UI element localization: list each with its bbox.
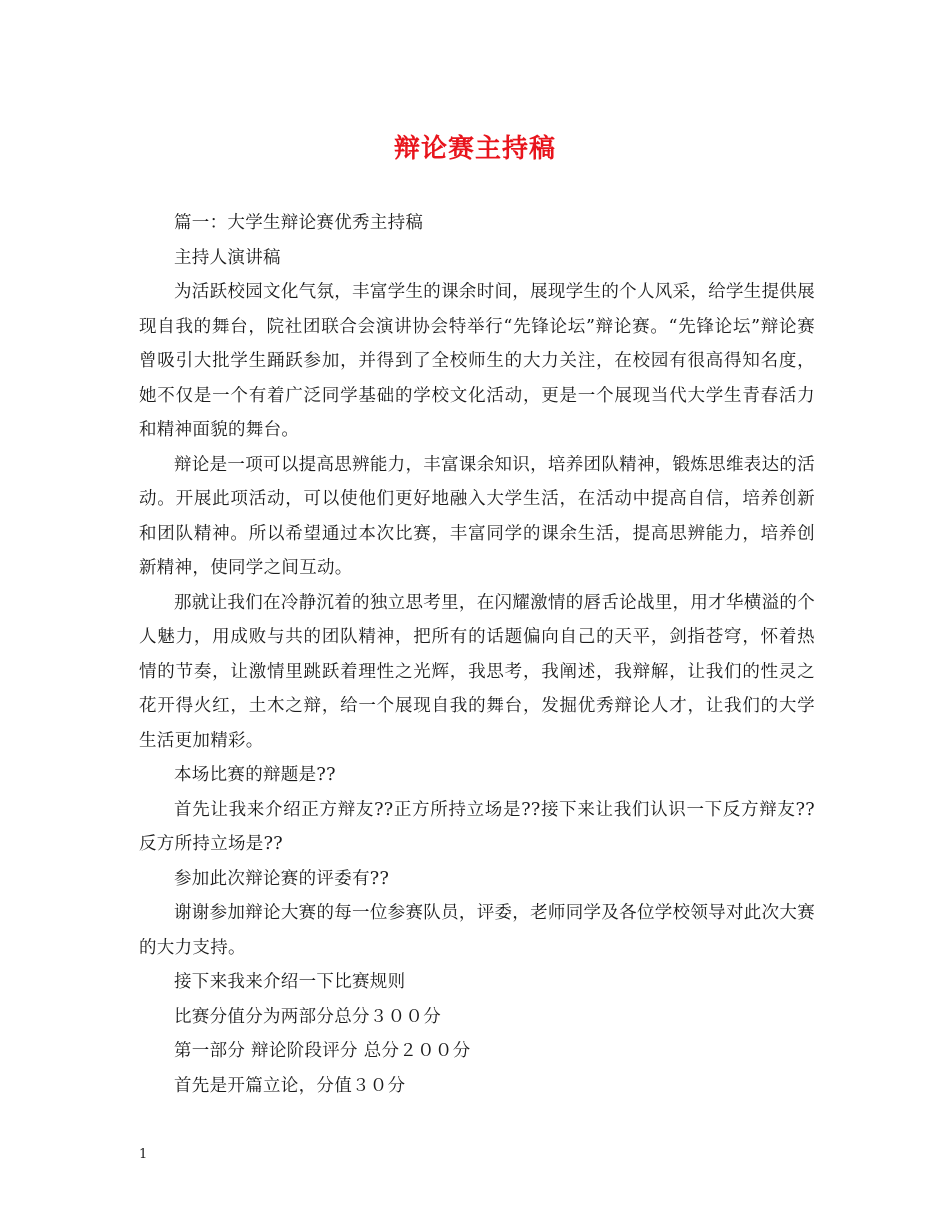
page-number: 1 bbox=[139, 1147, 148, 1162]
paragraph: 那就让我们在冷静沉着的独立思考里，在闪耀激情的唇舌论战里，用才华横溢的个人魅力，用成败与共的团队精神，把所有的话题偏向自己的天平，剑指苍穹，怀着热情的节奏，让激情里跳跃着理性之光辉，我思考，我阐述，我辩解，让我们的性灵之花开得火红，土木之辩，给一个展现自我的舞台，发掘优秀辩论人才，让我们的大学生活更加精彩。 bbox=[139, 592, 815, 751]
section-heading: 篇一：大学生辩论赛优秀主持稿 bbox=[174, 213, 424, 233]
paragraph: 首先是开篇立论，分值３０分 bbox=[174, 1075, 406, 1096]
paragraph: 比赛分值分为两部分总分３００分 bbox=[174, 1006, 441, 1027]
paragraph: 首先让我来介绍正方辩友??正方所持立场是??接下来让我们认识一下反方辩友??反方所持立场是?? bbox=[139, 799, 815, 854]
document-body bbox=[139, 206, 815, 1103]
paragraph: 接下来我来介绍一下比赛规则 bbox=[174, 972, 406, 992]
document-title: 辩论赛主持稿 bbox=[393, 134, 556, 164]
paragraph: 本场比赛的辩题是?? bbox=[174, 765, 336, 785]
paragraph: 谢谢参加辩论大赛的每一位参赛队员，评委，老师同学及各位学校领导对此次大赛的大力支持。 bbox=[139, 903, 815, 958]
paragraph: 第一部分 辩论阶段评分 总分２００分 bbox=[174, 1041, 471, 1061]
paragraph: 辩论是一项可以提高思辨能力，丰富课余知识，培养团队精神，锻炼思维表达的活动。开展此项活动，可以使他们更好地融入大学生活，在活动中提高自信，培养创新和团队精神。所以希望通过本次比赛，丰富同学的课余生活，提高思辨能力，培养创新精神，使同学之间互动。 bbox=[139, 454, 815, 578]
paragraph: 参加此次辩论赛的评委有?? bbox=[174, 868, 390, 889]
subheading: 主持人演讲稿 bbox=[174, 247, 281, 268]
paragraph: 为活跃校园文化气氛，丰富学生的课余时间，展现学生的个人风采，给学生提供展现自我的舞台，院社团联合会演讲协会特举行“先锋论坛”辩论赛。“先锋论坛”辩论赛曾吸引大批学生踊跃参加，并得到了全校师生的大力关注，在校园有很高得知名度，她不仅是一个有着广泛同学基础的学校文化活动，更是一个展现当代大学生青春活力和精神面貌的舞台。 bbox=[139, 282, 815, 440]
